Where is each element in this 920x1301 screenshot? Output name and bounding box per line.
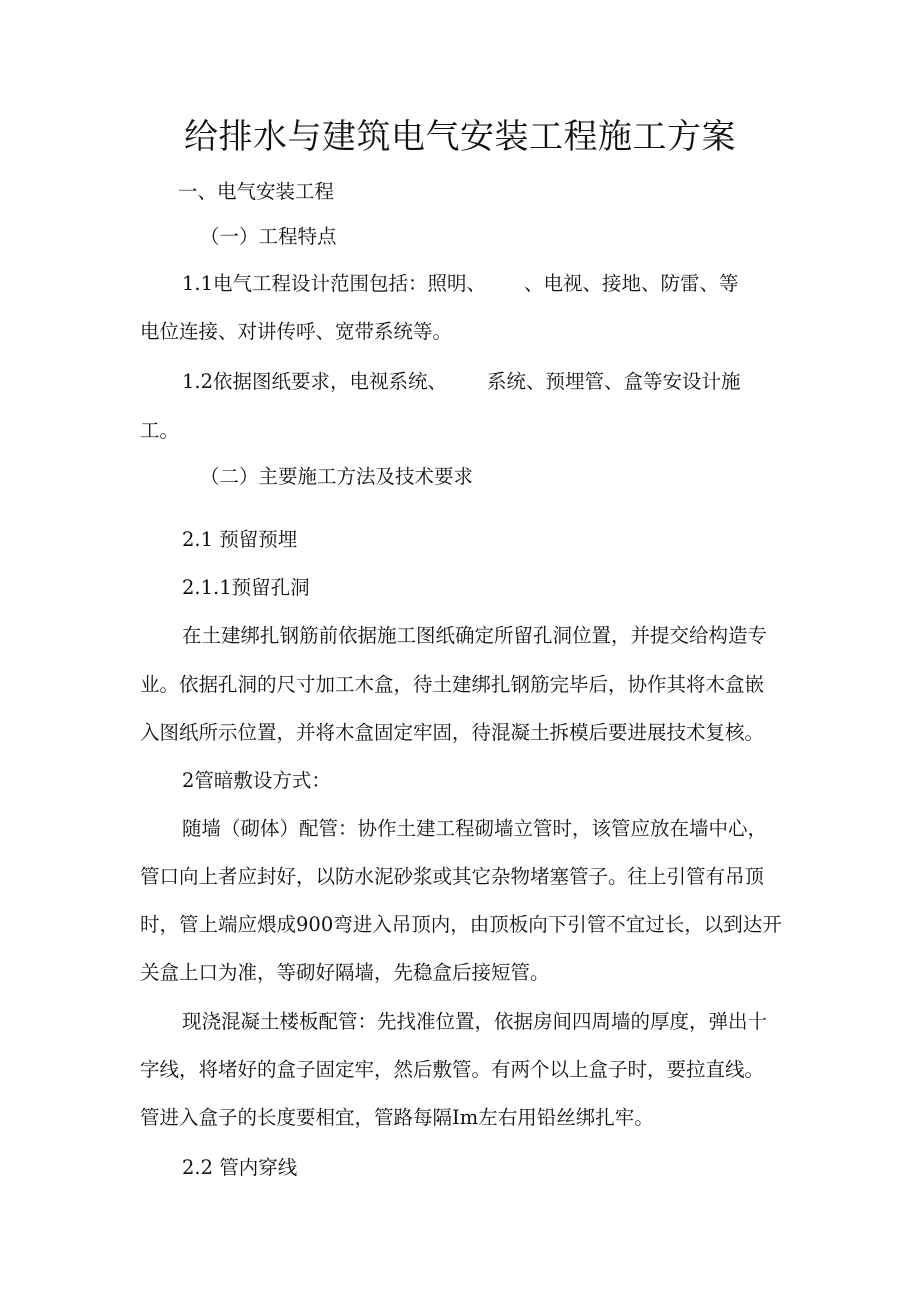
section-pipe-heading: 2管暗敷设方式： [182, 769, 331, 792]
paragraph-1-1-line-2: 电位连接、对讲传呼、宽带系统等。 [140, 320, 453, 343]
paragraph-wall-line-3: 时，管上端应煨成900弯进入吊顶内，由顶板向下引管不宜过长，以到达开 [140, 913, 782, 936]
paragraph-wall-line-1: 随墙（砌体）配管：协作土建工程砌墙立管时，该管应放在墙中心， [182, 817, 768, 840]
paragraph-1-1-part-b: 、电视、接地、防雷、等 [524, 272, 739, 295]
paragraph-slab-line-1: 现浇混凝土楼板配管：先找准位置，依据房间四周墙的厚度，弹出十 [182, 1010, 768, 1033]
paragraph-slab-line-2: 字线，将堵好的盒子固定牢，然后敷管。有两个以上盒子时，要拉直线。 [140, 1058, 765, 1081]
subsection-heading-methods: （二）主要施工方法及技术要求 [200, 465, 474, 488]
section-2-2-heading: 2.2 管内穿线 [182, 1156, 298, 1179]
section-heading-electrical: 一、电气安装工程 [178, 180, 335, 203]
paragraph-1-1-part-a: 1.1电气工程设计范围包括：照明、 [182, 272, 487, 295]
paragraph-hole-line-3: 入图纸所示位置，并将木盒固定牢固，待混凝土拆模后要进展技术复核。 [140, 721, 765, 744]
paragraph-1-2-line-2: 工。 [140, 419, 180, 442]
section-2-1-heading: 2.1 预留预埋 [182, 528, 298, 551]
section-2-1-1-heading: 2.1.1预留孔洞 [182, 576, 310, 599]
paragraph-1-2-line-1 [182, 368, 741, 396]
paragraph-hole-line-2: 业。依据孔洞的尺寸加工木盒，待土建绑扎钢筋完毕后，协作其将木盒嵌 [140, 673, 765, 696]
paragraph-wall-line-4: 关盒上口为准，等砌好隔墙，先稳盒后接短管。 [140, 961, 550, 984]
paragraph-hole-line-1: 在土建绑扎钢筋前依据施工图纸确定所留孔洞位置，并提交给构造专 [182, 624, 768, 647]
paragraph-wall-line-2: 管口向上者应封好，以防水泥砂浆或其它杂物堵塞管子。往上引管有吊顶 [140, 865, 765, 888]
document-title: 给排水与建筑电气安装工程施工方案 [184, 117, 736, 157]
paragraph-1-2-part-b: 系统、预埋管、盒等安设计施 [487, 370, 741, 393]
paragraph-slab-line-3: 管进入盒子的长度要相宜，管路每隔Im左右用铅丝绑扎牢。 [140, 1106, 654, 1129]
paragraph-1-1-line-1 [182, 270, 739, 298]
subsection-heading-features: （一）工程特点 [200, 225, 337, 248]
paragraph-1-2-part-a: 1.2依据图纸要求，电视系统、 [182, 370, 448, 393]
